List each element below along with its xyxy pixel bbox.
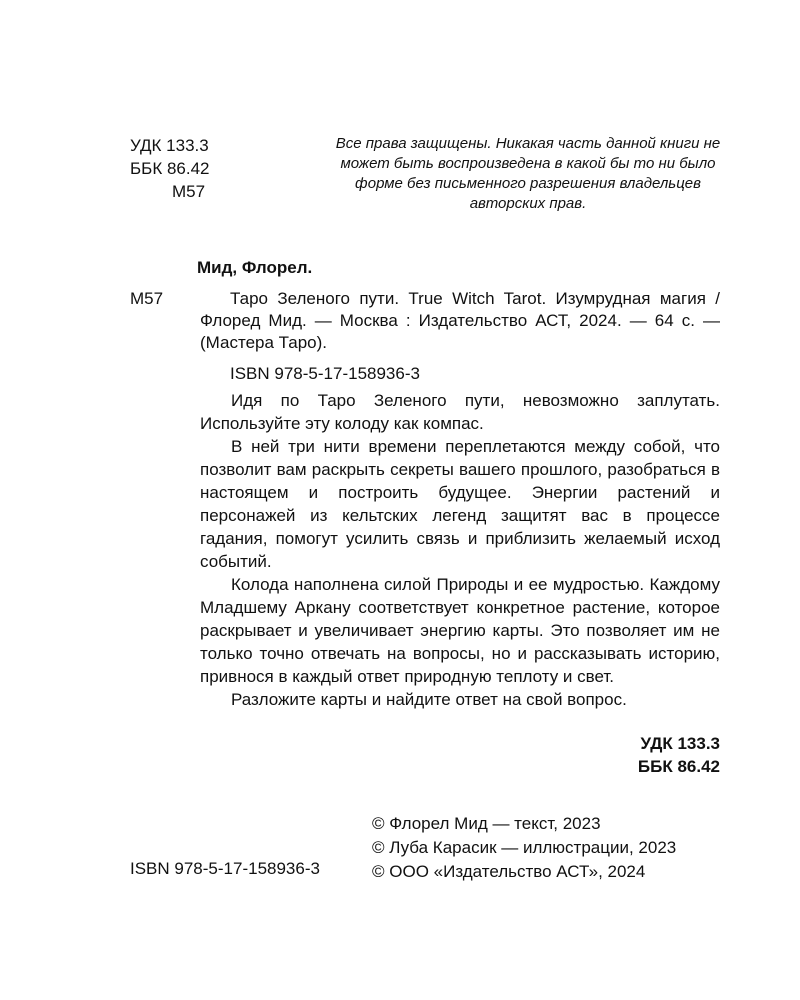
- bbk-code: ББК 86.42: [130, 159, 210, 178]
- annotation-paragraph: В ней три нити времени переплетаются между собой, что позволит вам раскрыть секреты вашего прошлого, разобраться в настоящем и построить будущее. Энергии растений и персонажей из кельтских легенд защитят вас в процессе гадания, помогут усилить связь и приблизить желаемый исход событий.: [200, 437, 720, 571]
- rights-notice: Все права защищены. Никакая часть данной книги не может быть воспроизведена в какой бы то ни было форме без письменного разрешения владельцев авторских прав.: [335, 135, 721, 212]
- bbk-code-right: ББК 86.42: [637, 757, 720, 776]
- copyright-block: [372, 812, 676, 884]
- author-heading: Мид, Флорел.: [197, 258, 313, 277]
- classification-block: [130, 134, 209, 203]
- udk-code: УДК 133.3: [130, 136, 209, 155]
- classification-summary: [638, 732, 720, 778]
- udk-code-right: УДК 133.3: [640, 734, 720, 753]
- copyright-line: © ООО «Издательство АСТ», 2024: [372, 862, 646, 881]
- isbn-bottom: ISBN 978-5-17-158936-3: [130, 859, 320, 878]
- annotation: [200, 389, 720, 711]
- catalog-code: М57: [130, 289, 164, 308]
- author-mark: М57: [172, 182, 206, 201]
- bibliographic-description: Таро Зеленого пути. True Witch Tarot. Изумрудная магия / Флоред Мид. — Москва : Издательство АСТ, 2024. — 64 с. — (Мастера Таро).: [200, 289, 720, 352]
- isbn-line: ISBN 978-5-17-158936-3: [230, 364, 420, 383]
- copyright-line: © Луба Карасик — иллюстрации, 2023: [372, 838, 677, 857]
- copyright-line: © Флорел Мид — текст, 2023: [372, 814, 601, 833]
- annotation-paragraph: Идя по Таро Зеленого пути, невозможно заплутать. Используйте эту колоду как компас.: [200, 391, 720, 433]
- annotation-paragraph: Колода наполнена силой Природы и ее мудростью. Каждому Младшему Аркану соответствует конкретное растение, которое раскрывает и увеличивает энергию карты. Это позволяет им не только точно отвечать на вопросы, но и рассказывать историю, привнося в каждый ответ природную теплоту и свет.: [200, 575, 720, 686]
- annotation-paragraph: Разложите карты и найдите ответ на свой вопрос.: [231, 690, 627, 709]
